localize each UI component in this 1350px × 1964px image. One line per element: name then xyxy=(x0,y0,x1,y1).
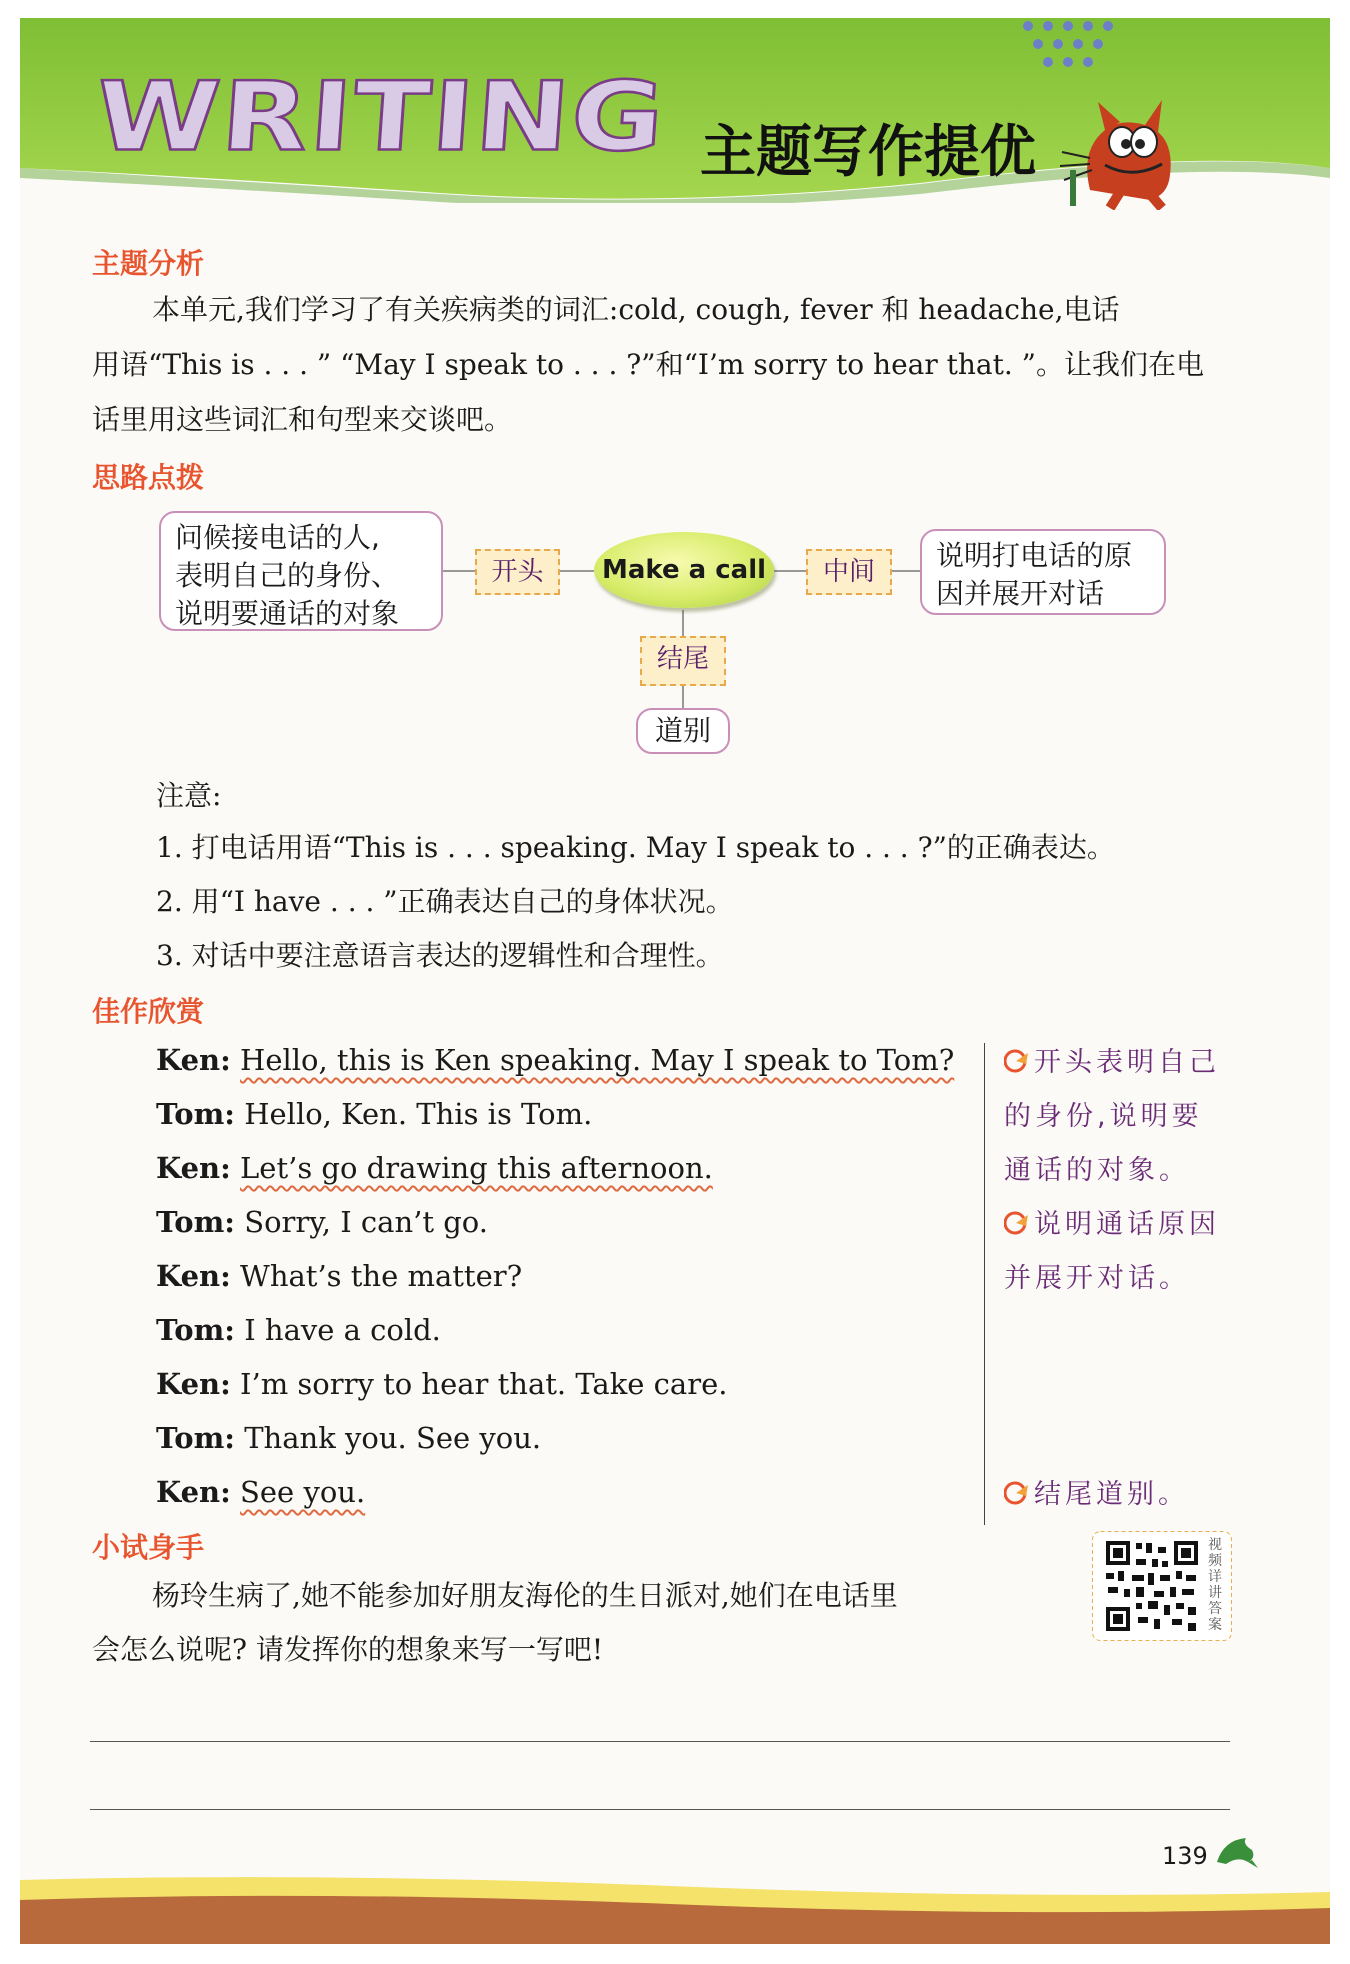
annotation-ending: 结尾道别。 xyxy=(1004,1468,1244,1522)
mind-map-ending-box: 道别 xyxy=(636,708,730,754)
practice-line-2: 会怎么说呢? 请发挥你的想象来写一写吧! xyxy=(92,1633,604,1666)
mind-map-tag-ending: 结尾 xyxy=(640,636,726,686)
dialogue-line: Tom: Hello, Ken. This is Tom. xyxy=(156,1097,593,1131)
dialogue-line: Tom: Thank you. See you. xyxy=(156,1421,542,1455)
annotation-opening: 开头表明自己 的身份,说明要 通话的对象。 xyxy=(1004,1047,1220,1186)
section-heading-ideas: 思路点拨 xyxy=(92,461,205,494)
dialogue-line: Ken: Hello, this is Ken speaking. May I speak to Tom? xyxy=(156,1043,955,1077)
dialogue-line: Ken: What’s the matter? xyxy=(156,1259,523,1293)
pencil-tip-icon xyxy=(1004,1480,1030,1506)
dialogue-line: Tom: Sorry, I can’t go. xyxy=(156,1205,488,1239)
analysis-line-2: 用语“This is . . . ” “May I speak to . . . ?”和“I’m sorry to hear that. ”。让我们在电 xyxy=(92,348,1204,381)
answer-line xyxy=(90,1809,1230,1810)
section-heading-practice: 小试身手 xyxy=(92,1531,205,1564)
opening-line-1: 问候接电话的人, xyxy=(175,521,380,554)
page-title: 主题写作提优 xyxy=(700,120,1036,185)
annotation-divider xyxy=(984,1043,985,1525)
mind-map-middle-box xyxy=(920,529,1166,615)
page-number: 139 xyxy=(1162,1842,1208,1870)
analysis-line-3: 话里用这些词汇和句型来交谈吧。 xyxy=(92,403,513,436)
answer-line xyxy=(90,1741,1230,1742)
note-item-3: 3. 对话中要注意语言表达的逻辑性和合理性。 xyxy=(156,939,724,972)
note-item-1: 1. 打电话用语“This is . . . speaking. May I speak to . . . ?”的正确表达。 xyxy=(156,831,1115,864)
dialogue-line: Tom: I have a cold. xyxy=(156,1313,441,1347)
mind-map-tag-middle: 中间 xyxy=(806,549,892,595)
mind-map-tag-opening: 开头 xyxy=(475,549,560,595)
annotation-middle: 说明通话原因 并展开对话。 xyxy=(1004,1209,1220,1294)
opening-line-3: 说明要通话的对象 xyxy=(175,597,400,630)
dialogue-line: Ken: See you. xyxy=(156,1475,366,1509)
pencil-tip-icon xyxy=(1004,1210,1030,1236)
analysis-line-1: 本单元,我们学习了有关疾病类的词汇:cold, cough, fever 和 headache,电话 xyxy=(152,293,1120,326)
pencil-tip-icon xyxy=(1004,1048,1030,1074)
middle-line-1: 说明打电话的原 xyxy=(936,539,1133,572)
mind-map-center: Make a call xyxy=(594,532,774,608)
middle-line-2: 因并展开对话 xyxy=(936,577,1105,610)
footer-band xyxy=(20,1870,1330,1944)
dialogue-line: Ken: I’m sorry to hear that. Take care. xyxy=(156,1367,728,1401)
opening-line-2: 表明自己的身份、 xyxy=(175,559,400,592)
writing-banner-word: WRITING xyxy=(92,62,670,173)
notes-heading: 注意: xyxy=(156,779,222,812)
mind-map-opening-box xyxy=(159,511,443,631)
section-heading-analysis: 主题分析 xyxy=(92,247,205,280)
dialogue-line: Ken: Let’s go drawing this afternoon. xyxy=(156,1151,713,1185)
section-heading-sample: 佳作欣赏 xyxy=(92,995,205,1028)
note-item-2: 2. 用“I have . . . ”正确表达自己的身体状况。 xyxy=(156,885,734,918)
practice-line-1: 杨玲生病了,她不能参加好朋友海伦的生日派对,她们在电话里 xyxy=(152,1579,898,1612)
qr-caption: 视频详讲答案 xyxy=(1208,1537,1222,1633)
dolphin-icon xyxy=(1212,1832,1262,1872)
